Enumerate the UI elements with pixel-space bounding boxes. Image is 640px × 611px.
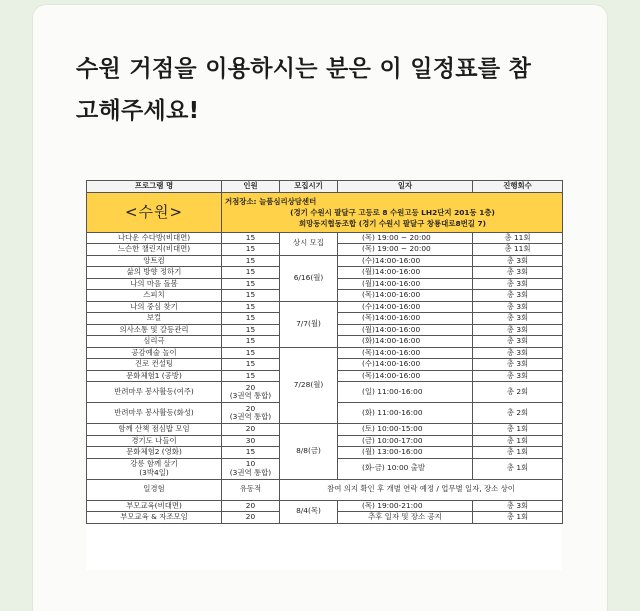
session-count: 총 3회: [473, 370, 563, 382]
people-count: 20: [222, 424, 280, 436]
session-count: 총 1회: [473, 458, 563, 479]
schedule-date: 추후 일자 및 장소 공지: [338, 512, 473, 524]
people-count: 15: [222, 232, 280, 244]
people-count: 20: [222, 512, 280, 524]
people-count: [222, 458, 280, 479]
program-name: 부모교육 & 자조모임: [87, 512, 222, 524]
people-count: 15: [222, 447, 280, 459]
schedule-date: (금) 10:00-17:00: [338, 435, 473, 447]
program-name: 문화체험1 (공방): [87, 370, 222, 382]
table-row: [87, 347, 563, 359]
program-name: 일경험: [87, 479, 222, 500]
schedule-image[interactable]: [86, 180, 562, 570]
program-name: 느슨한 챌린지(비대면): [87, 244, 222, 256]
session-count: 총 3회: [473, 347, 563, 359]
column-header: 프로그램 명: [87, 181, 222, 193]
schedule-date: (월)14:00-16:00: [338, 324, 473, 336]
schedule-table: [86, 180, 563, 524]
schedule-date: (목)14:00-16:00: [338, 290, 473, 302]
session-count: 총 3회: [473, 301, 563, 313]
people-value: 10: [245, 459, 256, 468]
program-name: 공감예술 놀이: [87, 347, 222, 359]
program-name: 나다운 수다방(비대면): [87, 232, 222, 244]
session-count: 총 1회: [473, 435, 563, 447]
people-count: 15: [222, 359, 280, 371]
program-name: 진로 컨설팅: [87, 359, 222, 371]
schedule-date: (목)14:00-16:00: [338, 370, 473, 382]
people-count: 15: [222, 255, 280, 267]
heading: [76, 48, 586, 132]
table-row: [87, 500, 563, 512]
people-count: 유동적: [222, 479, 280, 500]
session-count: 총 1회: [473, 512, 563, 524]
schedule-date: (토) 10:00-15:00: [338, 424, 473, 436]
people-count: 15: [222, 278, 280, 290]
people-count: 20: [222, 500, 280, 512]
people-note: (3권역 통합): [229, 391, 272, 400]
schedule-date: (목) 19:00 ~ 20:00: [338, 232, 473, 244]
program-name: 삶의 방향 정하기: [87, 267, 222, 279]
schedule-date: (목)14:00-16:00: [338, 313, 473, 325]
program-name: 반려마루 봉사활동(화성): [87, 403, 222, 424]
program-name: 보컬: [87, 313, 222, 325]
program-name: [87, 458, 222, 479]
program-value: 강릉 함께 살기: [130, 459, 178, 468]
table-row: [87, 424, 563, 436]
recruit-period: 7/7(월): [280, 301, 338, 347]
work-note: 참여 의지 확인 후 개별 연락 예정 / 업무별 일자, 장소 상이: [280, 479, 563, 500]
schedule-date: (목) 19:00 ~ 20:00: [338, 244, 473, 256]
schedule-title: <수원>: [87, 192, 222, 232]
program-name: 스피치: [87, 290, 222, 302]
session-count: 총 1회: [473, 424, 563, 436]
people-count: 30: [222, 435, 280, 447]
session-count: 총 2회: [473, 403, 563, 424]
people-count: 15: [222, 313, 280, 325]
session-count: 총 3회: [473, 324, 563, 336]
column-header: 모집시기: [280, 181, 338, 193]
schedule-date: (수)14:00-16:00: [338, 359, 473, 371]
program-name: 나의 마음 돌봄: [87, 278, 222, 290]
program-name: 의사소통 및 갈등관리: [87, 324, 222, 336]
location-info: [222, 192, 563, 232]
program-name: 문화체험2 (영화): [87, 447, 222, 459]
schedule-date: (수)14:00-16:00: [338, 255, 473, 267]
recruit-period: 8/4(목): [280, 500, 338, 523]
session-count: 총 3회: [473, 255, 563, 267]
program-name: 부모교육(비대면): [87, 500, 222, 512]
people-count: 15: [222, 370, 280, 382]
schedule-date: (목)14:00-16:00: [338, 347, 473, 359]
people-note: (3권역 통합): [229, 467, 272, 477]
column-header: 일자: [338, 181, 473, 193]
recruit-period: 8/8(금): [280, 424, 338, 480]
people-count: 15: [222, 267, 280, 279]
people-note: (3권역 통합): [229, 412, 272, 421]
location-address: (경기 수원시 팔달구 고등로 8 수원고등 LH2단지 201동 1층): [290, 207, 495, 217]
recruit-period: 7/28(월): [280, 347, 338, 424]
program-name: 경기도 나들이: [87, 435, 222, 447]
session-count: 총 3회: [473, 336, 563, 348]
people-count: 15: [222, 301, 280, 313]
column-header: 인원: [222, 181, 280, 193]
location-line: 거점장소: 늘품심리상담센터: [225, 196, 317, 206]
session-count: 총 1회: [473, 447, 563, 459]
session-count: 총 3회: [473, 313, 563, 325]
schedule-date: (월)14:00-16:00: [338, 278, 473, 290]
schedule-date: (목) 19:00-21:00: [338, 500, 473, 512]
program-name: 반려마루 봉사활동(여주): [87, 382, 222, 403]
people-value: 20: [245, 382, 256, 392]
people-count: 15: [222, 290, 280, 302]
table-row: [87, 255, 563, 267]
people-value: 20: [245, 403, 256, 413]
people-count: 15: [222, 244, 280, 256]
session-count: 총 3회: [473, 500, 563, 512]
session-count: 총 2회: [473, 382, 563, 403]
people-count: [222, 403, 280, 424]
recruit-period: 상시 모집: [280, 232, 338, 255]
schedule-date: (일) 11:00-16:00: [338, 382, 473, 403]
people-count: 15: [222, 336, 280, 348]
heading-line-2: 고해주세요!: [76, 98, 200, 124]
people-count: 15: [222, 347, 280, 359]
schedule-date: (수)14:00-16:00: [338, 301, 473, 313]
schedule-date: (화) 11:00-16:00: [338, 403, 473, 424]
table-row: [87, 301, 563, 313]
recruit-period: 6/16(월): [280, 255, 338, 301]
session-count: 총 11회: [473, 232, 563, 244]
program-name: 함께 산책 점심밥 모임: [87, 424, 222, 436]
session-count: 총 11회: [473, 244, 563, 256]
schedule-date: (월) 13:00-16:00: [338, 447, 473, 459]
people-count: [222, 382, 280, 403]
schedule-date: (월)14:00-16:00: [338, 267, 473, 279]
schedule-date: (화-금) 10:00 출발: [338, 458, 473, 479]
people-count: 15: [222, 324, 280, 336]
table-row: [87, 479, 563, 500]
location-alt: 희망동지협동조합 (경기 수원시 팔달구 창룡대로8번길 7): [299, 218, 486, 228]
session-count: 총 3회: [473, 290, 563, 302]
column-header: 진행회수: [473, 181, 563, 193]
program-note: (3박4일): [139, 467, 169, 477]
program-name: 심리극: [87, 336, 222, 348]
table-row: [87, 232, 563, 244]
heading-line-1: 수원 거점을 이용하시는 분은 이 일정표를 참: [76, 56, 532, 82]
session-count: 총 3회: [473, 267, 563, 279]
program-name: 앙트컴: [87, 255, 222, 267]
schedule-date: (화)14:00-16:00: [338, 336, 473, 348]
session-count: 총 3회: [473, 359, 563, 371]
session-count: 총 3회: [473, 278, 563, 290]
program-name: 나의 중심 찾기: [87, 301, 222, 313]
